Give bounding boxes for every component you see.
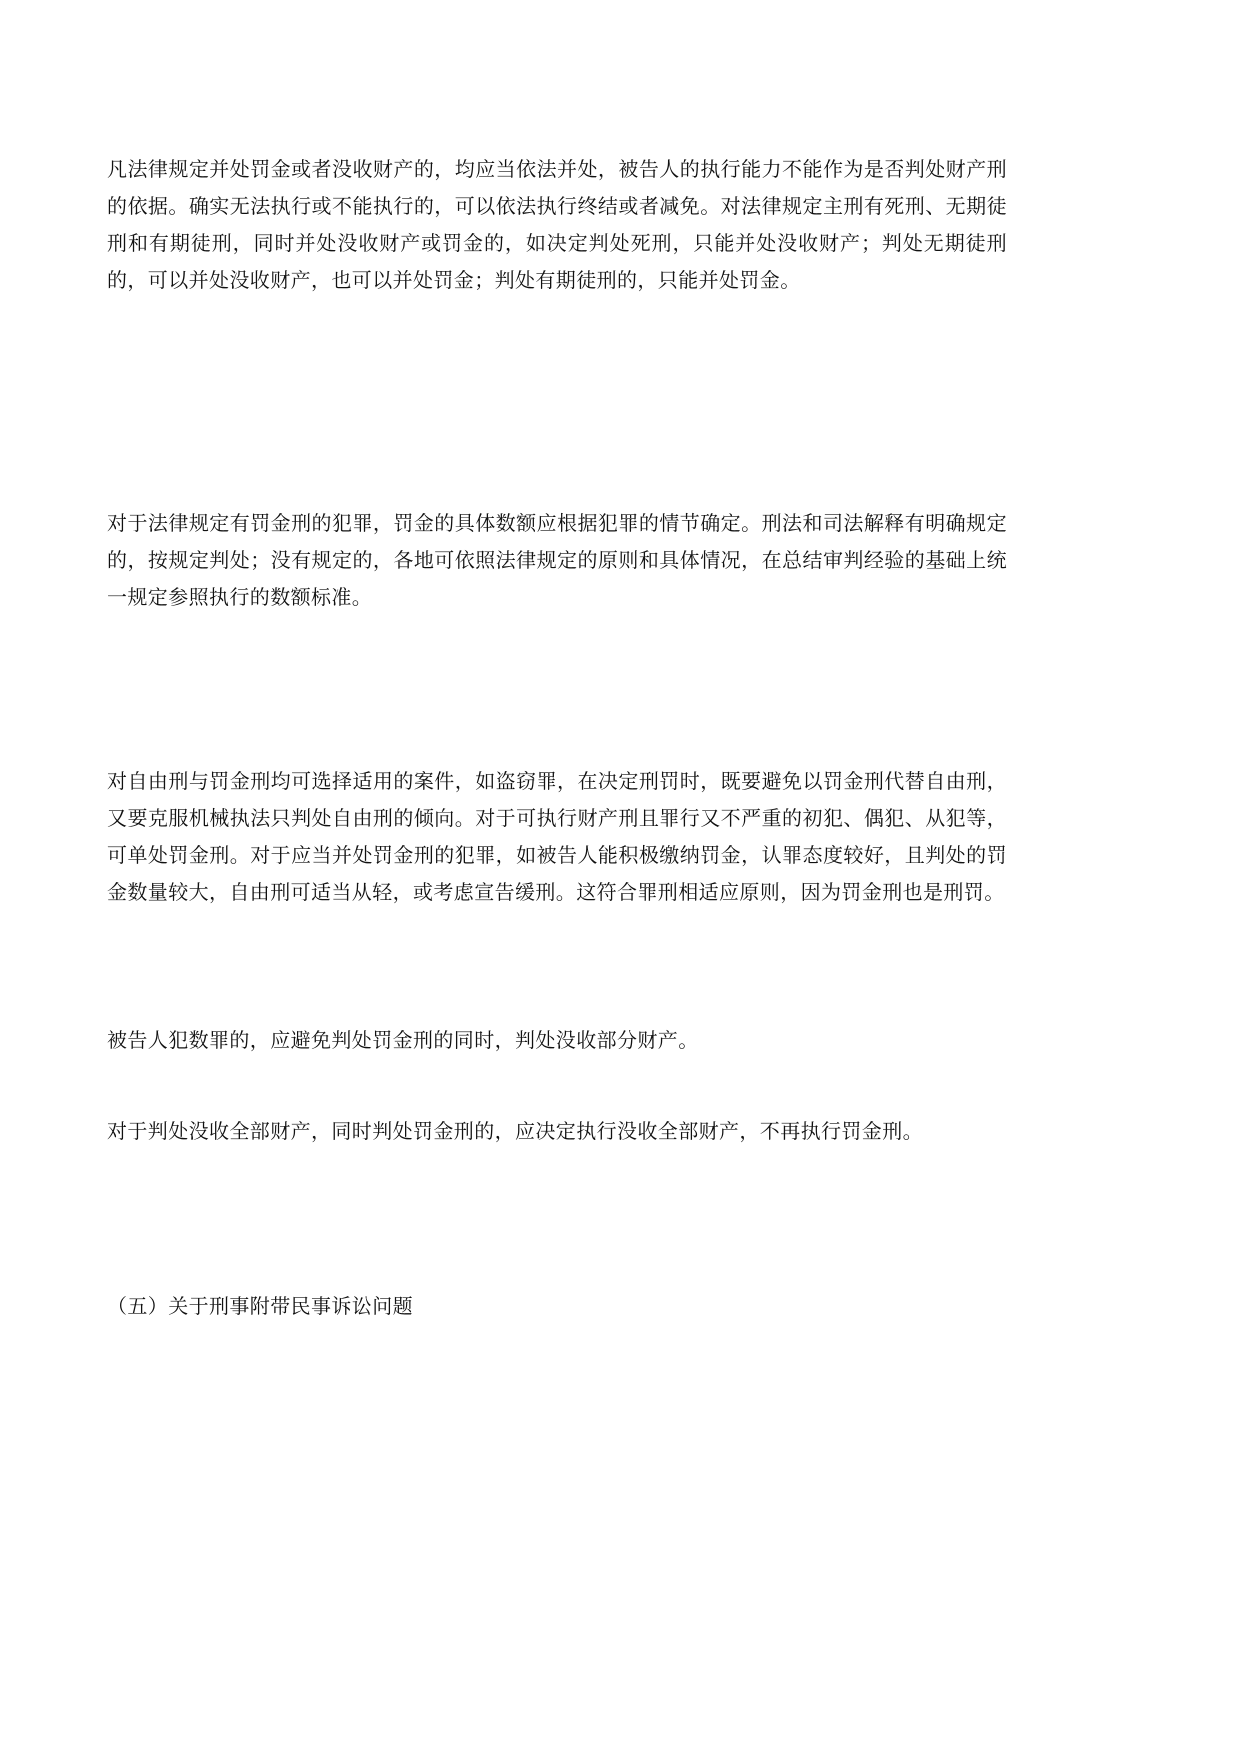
paragraph-total-confiscation: 对于判处没收全部财产，同时判处罚金刑的，应决定执行没收全部财产，不再执行罚金刑。: [107, 1119, 923, 1143]
paragraph-liberty-vs-fine: 对自由刑与罚金刑均可选择适用的案件，如盗窃罪，在决定刑罚时，既要避免以罚金刑代替自由刑，又要克服机械执法只判处自由刑的倾向。对于可执行财产刑且罪行又不严重的初犯、偶犯、从犯等，可单处罚金刑。对于应当并处罚金刑的犯罪，如被告人能积极缴纳罚金，认罪态度较好，且判处的罚金数量较大，自由刑可适当从轻，或考虑宣告缓刑。这符合罪刑相适应原则，因为罚金刑也是刑罚。: [107, 769, 1007, 904]
section-heading: （五）关于刑事附带民事诉讼问题: [107, 1294, 413, 1318]
paragraph-multiple-crimes: 被告人犯数罪的，应避免判处罚金刑的同时，判处没收部分财产。: [107, 1028, 699, 1052]
paragraph-property-penalty-basis: 凡法律规定并处罚金或者没收财产的，均应当依法并处，被告人的执行能力不能作为是否判处财产刑的依据。确实无法执行或不能执行的，可以依法执行终结或者减免。对法律规定主刑有死刑、无期徒刑和有期徒刑，同时并处没收财产或罚金的，如决定判处死刑，只能并处没收财产；判处无期徒刑的，可以并处没收财产，也可以并处罚金；判处有期徒刑的，只能并处罚金。: [107, 157, 1007, 292]
paragraph-fine-amount: 对于法律规定有罚金刑的犯罪，罚金的具体数额应根据犯罪的情节确定。刑法和司法解释有明确规定的，按规定判处；没有规定的，各地可依照法律规定的原则和具体情况，在总结审判经验的基础上统一规定参照执行的数额标准。: [107, 511, 1007, 609]
